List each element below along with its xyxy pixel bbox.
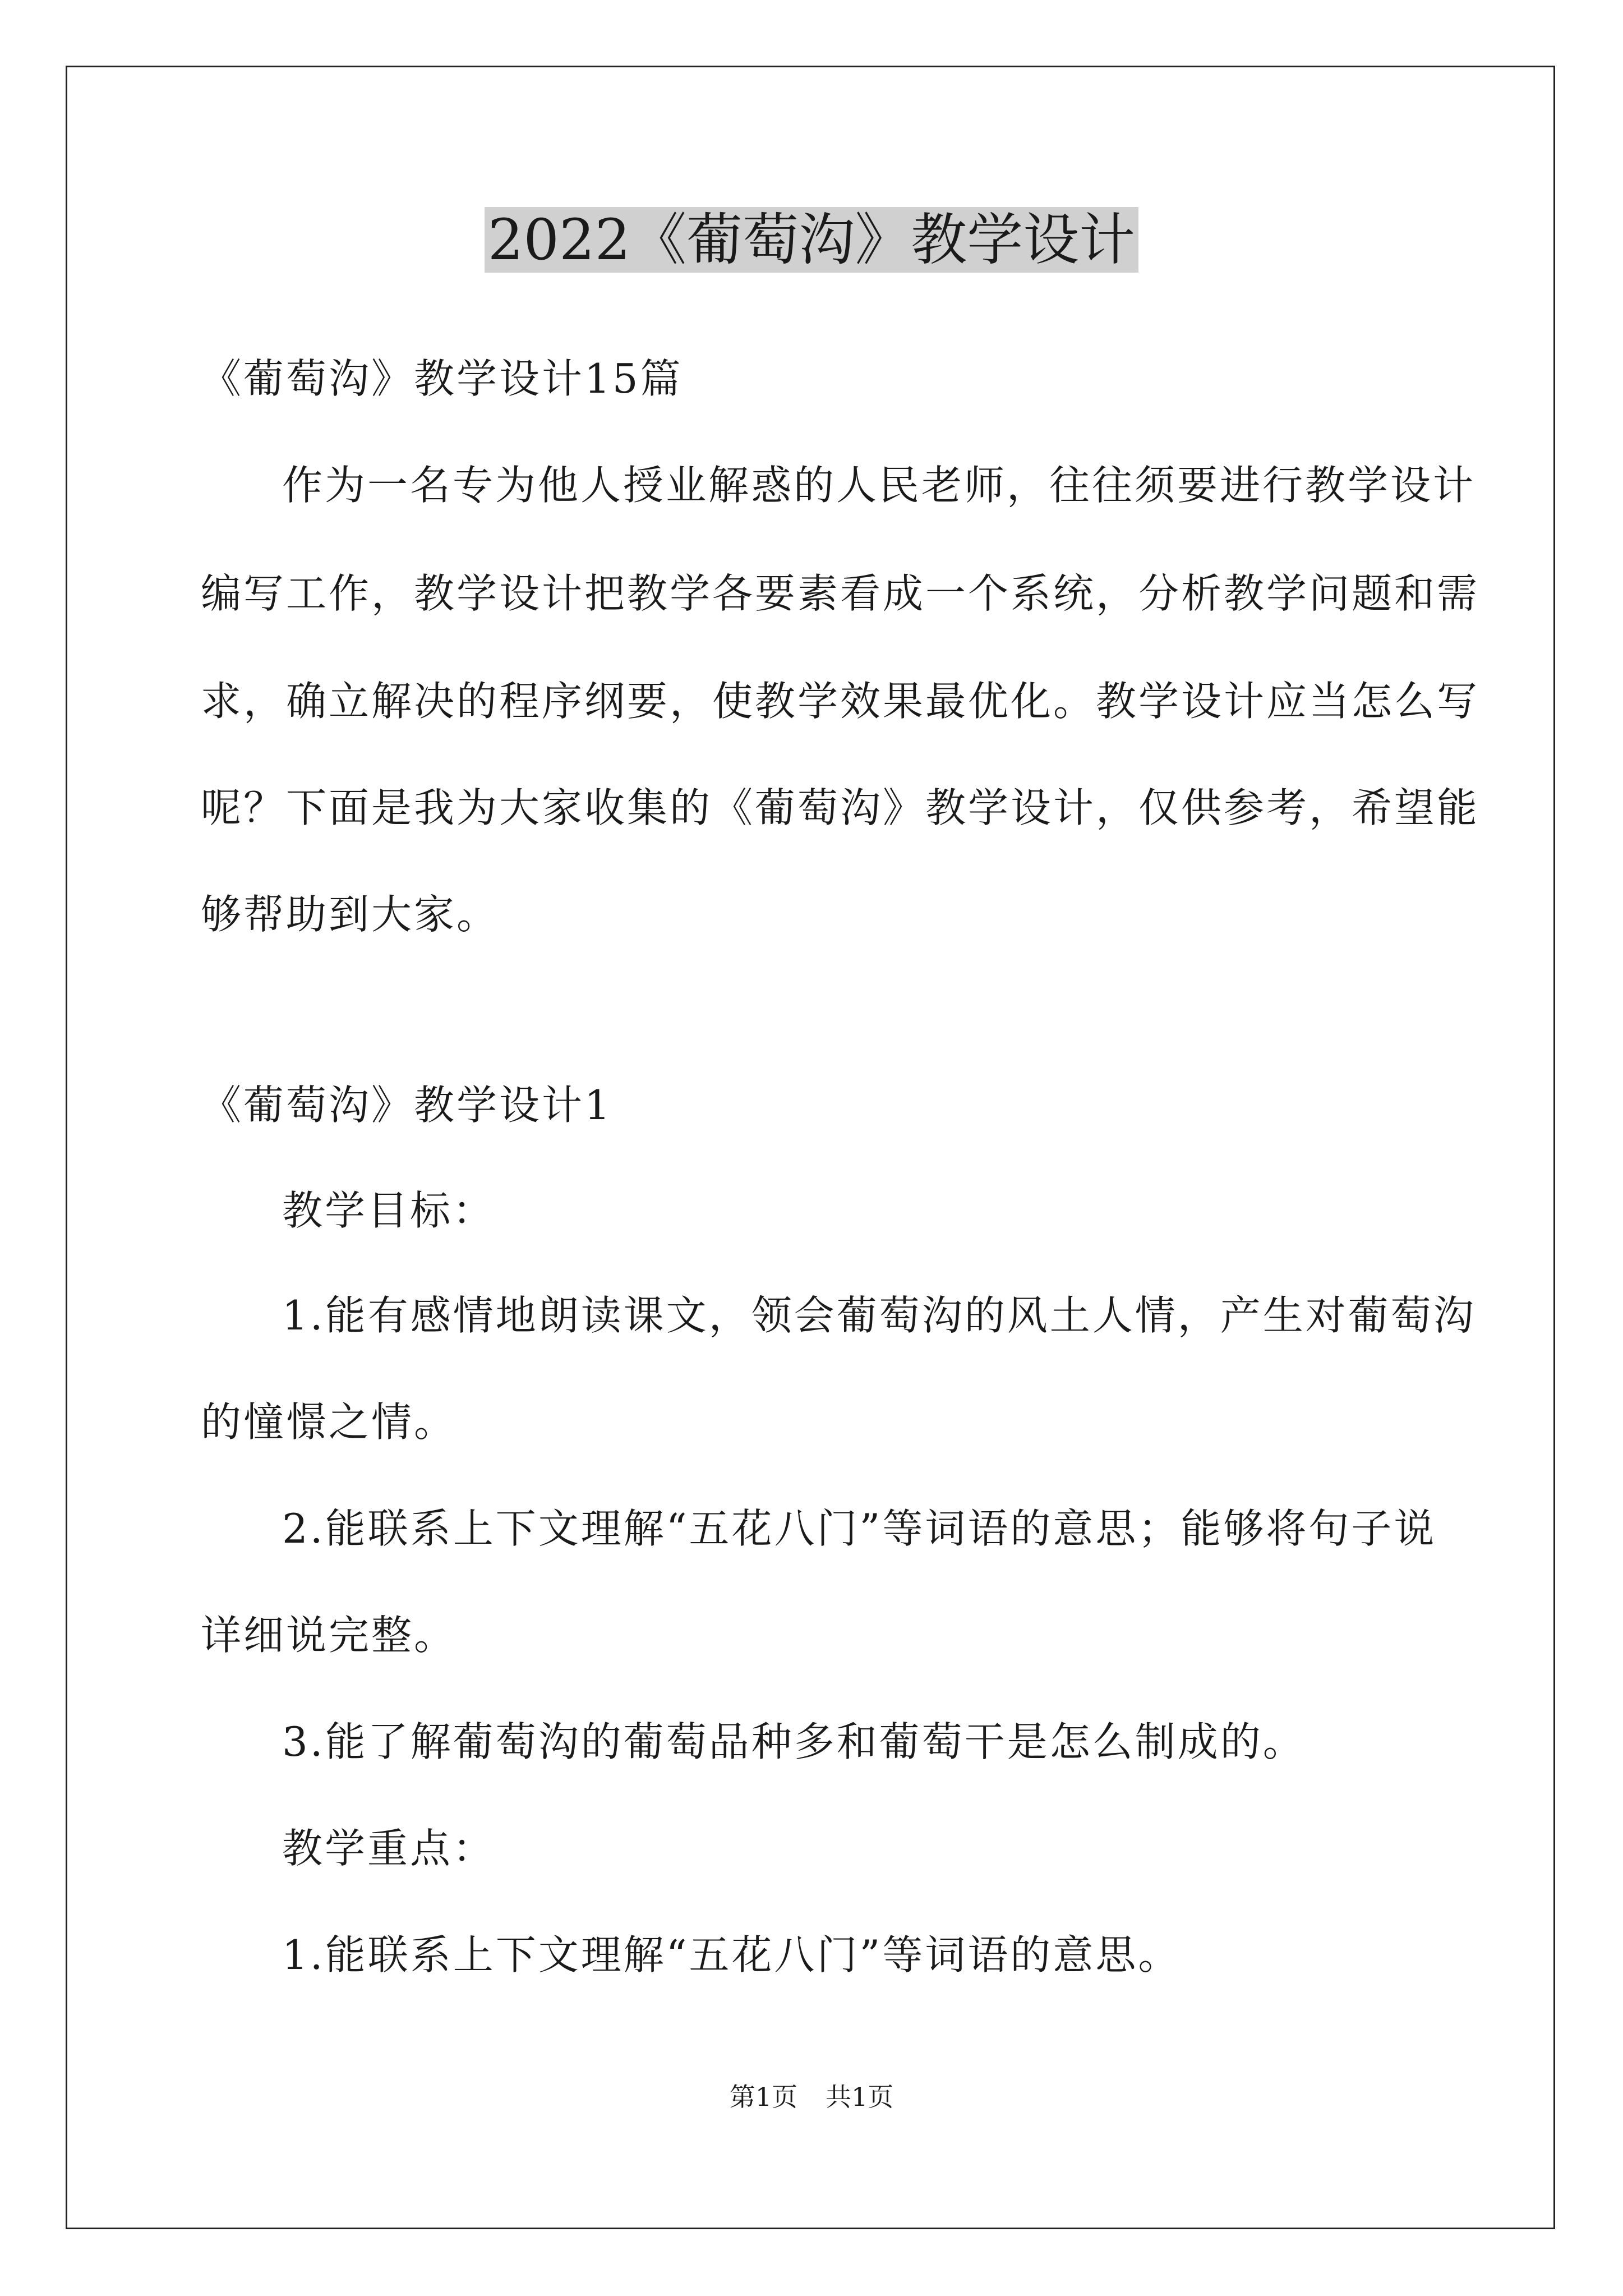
- document-subtitle: 《葡萄沟》教学设计15篇: [201, 355, 683, 402]
- key-point-1: 1.能联系上下文理解“五花八门”等词语的意思。: [282, 1931, 1181, 1978]
- footer-page-label: 第1页: [729, 2082, 797, 2112]
- intro-line-5: 够帮助到大家。: [201, 891, 500, 938]
- goals-label: 教学目标：: [282, 1187, 496, 1234]
- intro-line-1: 作为一名专为他人授业解惑的人民老师，往往须要进行教学设计: [282, 462, 1476, 509]
- intro-line-3: 求，确立解决的程序纲要，使教学效果最优化。教学设计应当怎么写: [201, 678, 1480, 725]
- key-points-label: 教学重点：: [282, 1825, 496, 1872]
- document-title: [0, 201, 1623, 279]
- goal-2-line-2: 详细说完整。: [201, 1612, 457, 1659]
- goal-1-line-2: 的憧憬之情。: [201, 1398, 457, 1446]
- intro-line-4: 呢？下面是我为大家收集的《葡萄沟》教学设计，仅供参考，希望能: [201, 784, 1480, 831]
- document-title-text: 2022《葡萄沟》教学设计: [485, 207, 1139, 273]
- goal-3: 3.能了解葡萄沟的葡萄品种多和葡萄干是怎么制成的。: [282, 1718, 1306, 1765]
- footer-total-label: 共1页: [826, 2082, 894, 2112]
- goal-1-line-1: 1.能有感情地朗读课文，领会葡萄沟的风土人情，产生对葡萄沟: [282, 1292, 1476, 1339]
- goal-2-line-1: 2.能联系上下文理解“五花八门”等词语的意思；能够将句子说: [282, 1505, 1437, 1552]
- section-heading: 《葡萄沟》教学设计1: [201, 1082, 612, 1129]
- intro-line-2: 编写工作，教学设计把教学各要素看成一个系统，分析教学问题和需: [201, 570, 1480, 617]
- page-footer: [0, 2080, 1623, 2114]
